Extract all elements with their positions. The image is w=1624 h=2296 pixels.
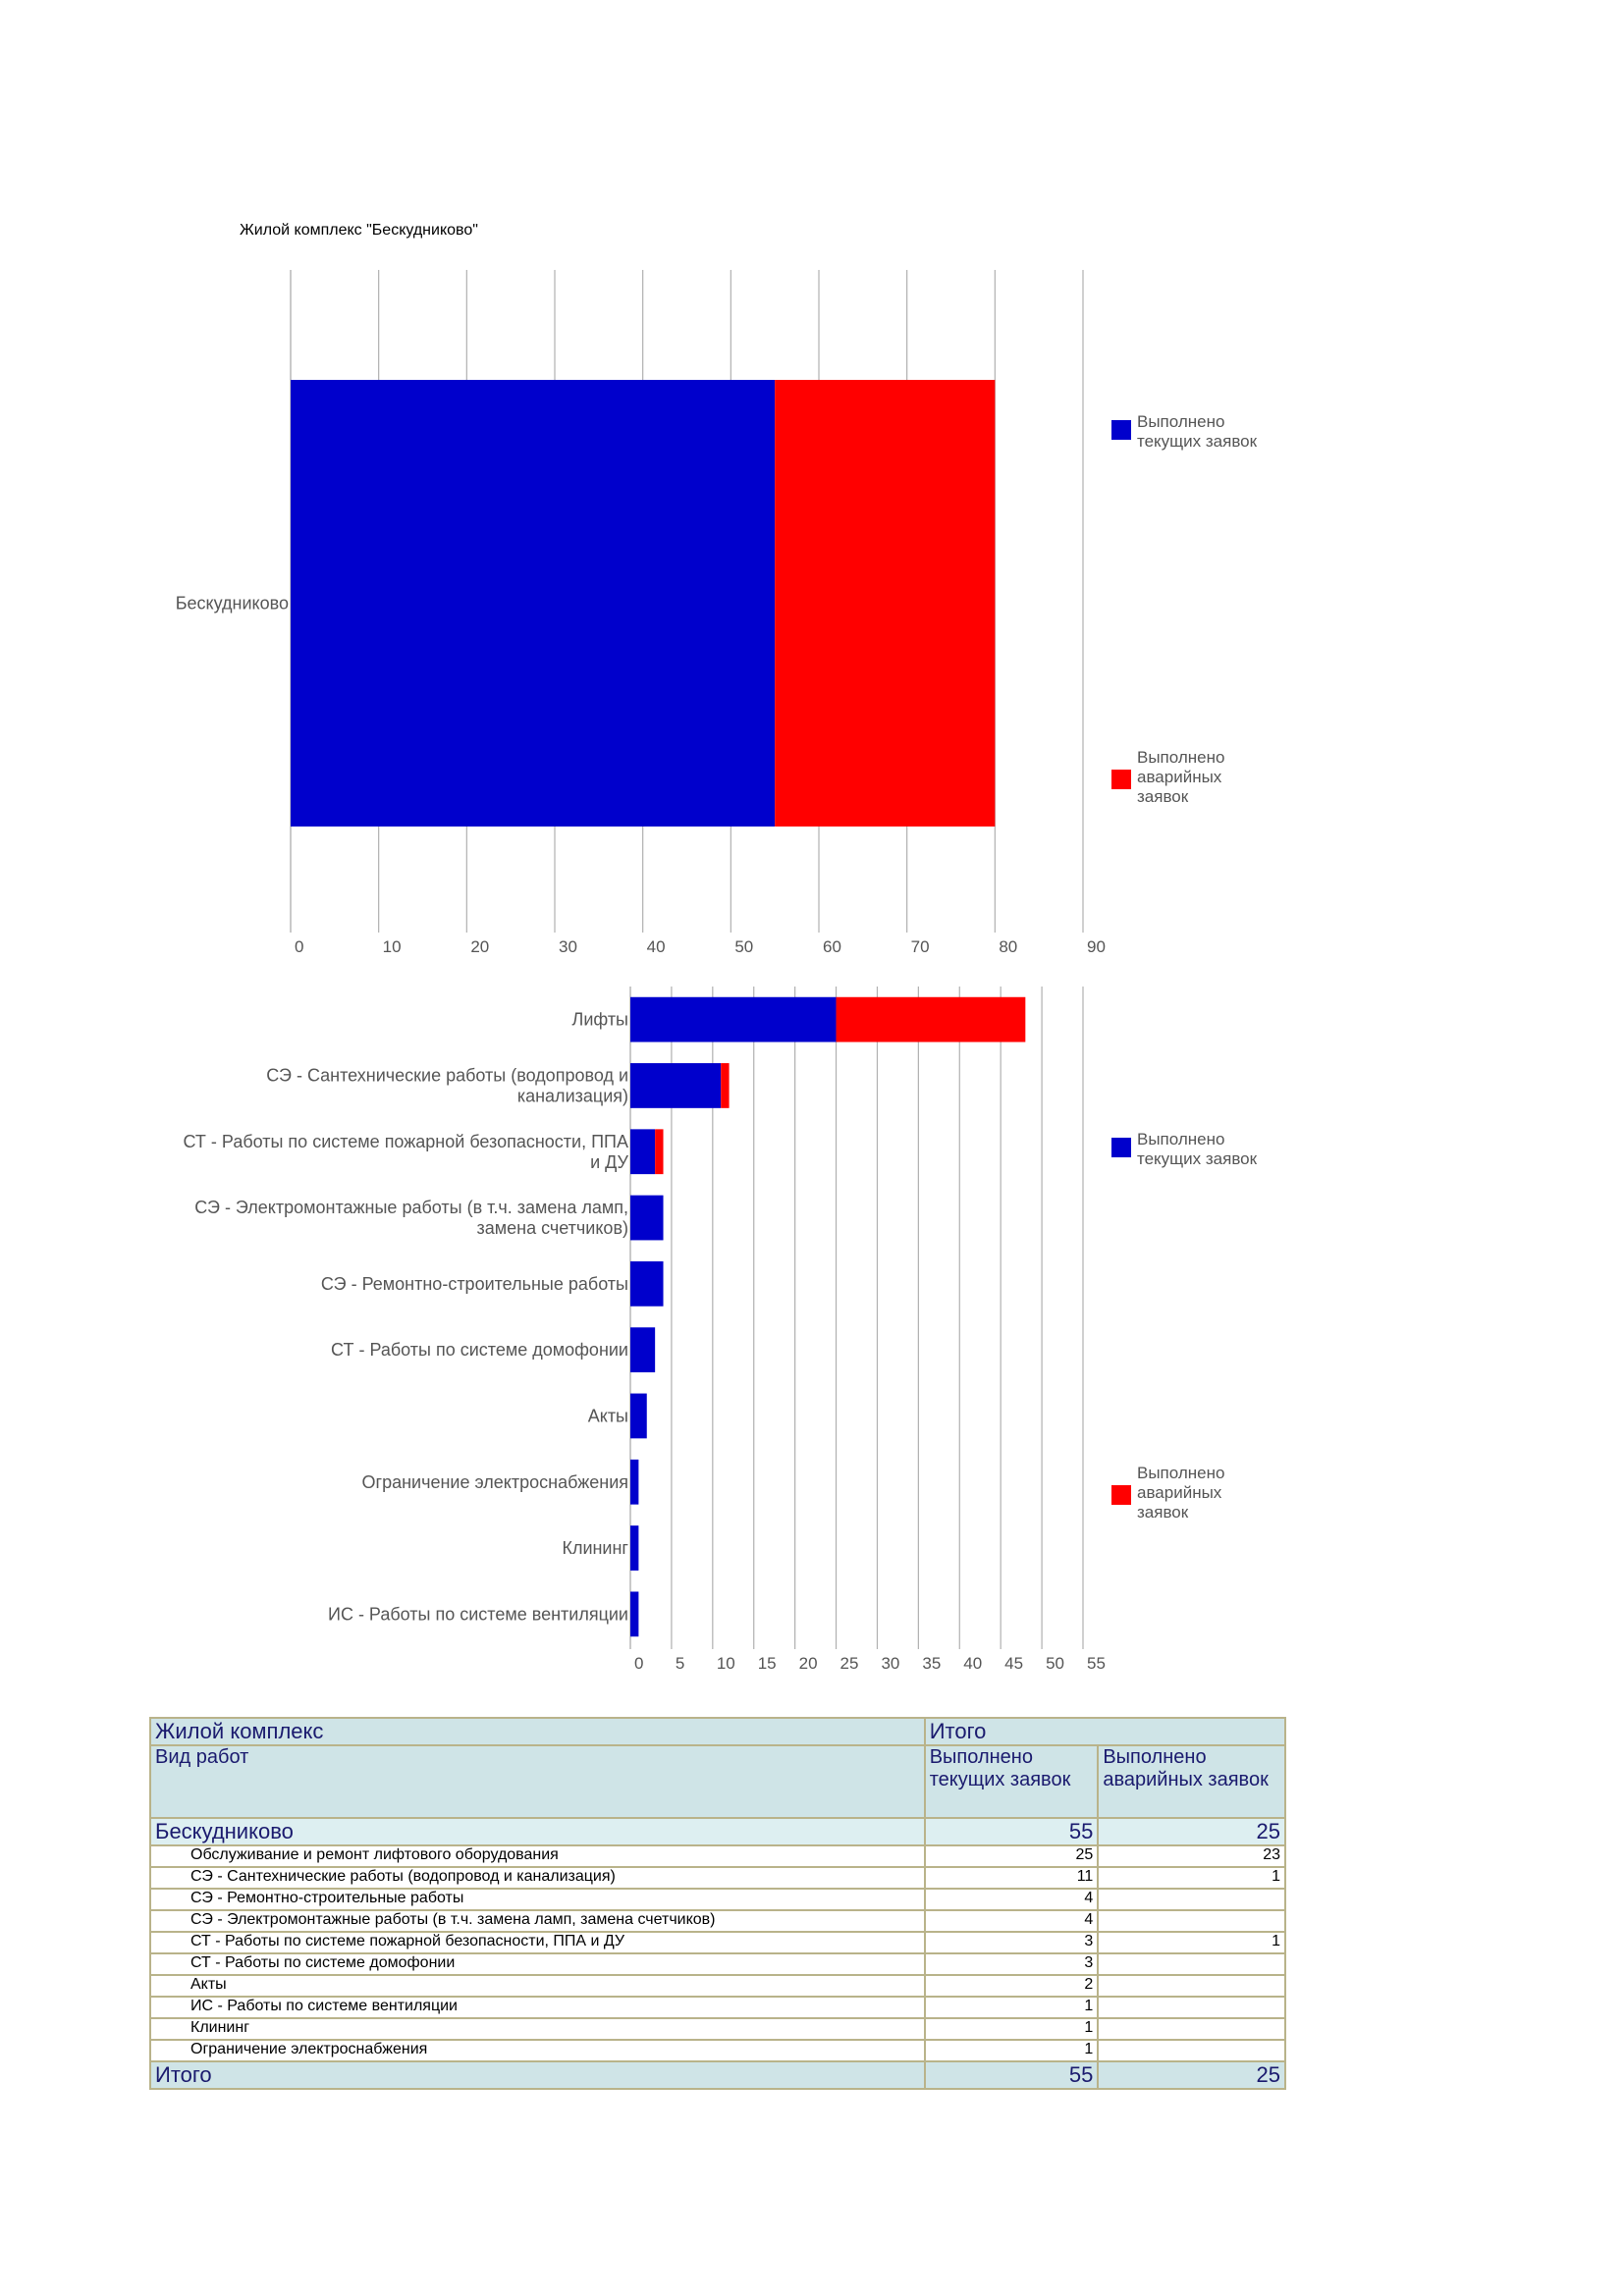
- chart1-x-tick-label: 20: [470, 937, 490, 956]
- header-complex: Жилой комплекс: [150, 1718, 925, 1745]
- chart1-category-label: Бескудниково: [175, 593, 289, 614]
- chart2-category-label: ИС - Работы по системе вентиляции: [328, 1604, 628, 1625]
- chart2-bar-current: [630, 1591, 638, 1636]
- row-work-type: СЭ - Сантехнические работы (водопровод и канализация): [150, 1867, 925, 1889]
- row-emergency: [1098, 1889, 1285, 1910]
- chart1-x-tick-label: 30: [559, 937, 577, 956]
- row-current: 4: [925, 1889, 1099, 1910]
- row-emergency: [1098, 1975, 1285, 1997]
- chart2-legend-label-current: Выполнено: [1137, 1130, 1225, 1148]
- chart2-category-label: и ДУ: [590, 1151, 628, 1172]
- chart2-bar-current: [630, 1525, 638, 1571]
- chart1-x-tick-label: 50: [734, 937, 754, 956]
- chart1-x-tick-label: 90: [1087, 937, 1106, 956]
- row-current: 4: [925, 1910, 1099, 1932]
- chart2-legend-label-emergency: заявок: [1137, 1503, 1189, 1522]
- table-row: [150, 1932, 1285, 1953]
- chart2-x-tick-label: 50: [1046, 1654, 1065, 1673]
- chart2-category-label: Акты: [587, 1406, 628, 1426]
- chart2-x-tick-label: 40: [963, 1654, 983, 1673]
- row-emergency: [1098, 2040, 1285, 2061]
- chart2-category-label: замена счетчиков): [476, 1218, 628, 1239]
- chart2-bar-current: [630, 1129, 655, 1174]
- chart2-x-tick-label: 55: [1087, 1654, 1106, 1673]
- chart2-bar-emergency: [837, 997, 1026, 1042]
- chart2-bar-current: [630, 997, 837, 1042]
- chart1-bar-emergency: [775, 380, 995, 827]
- table-total-row: [150, 2061, 1285, 2089]
- row-emergency: [1098, 1953, 1285, 1975]
- chart2-category-label: СТ - Работы по системе пожарной безопасности, ППА: [183, 1131, 628, 1151]
- chart1-x-tick-label: 10: [382, 937, 402, 956]
- chart1-legend-label-emergency: аварийных: [1137, 768, 1222, 786]
- row-work-type: СТ - Работы по системе домофонии: [150, 1953, 925, 1975]
- row-current: 3: [925, 1932, 1099, 1953]
- table-subheader-row: [150, 1745, 1285, 1818]
- row-emergency: [1098, 1910, 1285, 1932]
- chart2-category-label: СЭ - Электромонтажные работы (в т.ч. замена ламп,: [194, 1198, 628, 1218]
- chart2-x-tick-label: 0: [634, 1654, 644, 1673]
- total-emergency: 25: [1098, 2061, 1285, 2089]
- chart2-x-tick-label: 25: [839, 1654, 859, 1673]
- chart2-x-tick-label: 45: [1004, 1654, 1024, 1673]
- group-emergency: 25: [1098, 1818, 1285, 1845]
- chart2-bar-current: [630, 1394, 647, 1439]
- page-title: Жилой комплекс "Бескудниково": [240, 222, 478, 239]
- chart2-category-label: Лифты: [571, 1009, 628, 1030]
- chart2-bar-current: [630, 1327, 655, 1372]
- chart1-x-tick-label: 40: [646, 937, 666, 956]
- row-work-type: Клининг: [150, 2018, 925, 2040]
- table-row: [150, 1953, 1285, 1975]
- group-name: Бескудниково: [150, 1818, 925, 1845]
- table-header-row: [150, 1718, 1285, 1745]
- chart1-bar-current: [291, 380, 775, 827]
- chart2-bar-current: [630, 1196, 664, 1241]
- header-total: Итого: [925, 1718, 1285, 1745]
- total-label: Итого: [150, 2061, 925, 2089]
- row-work-type: СТ - Работы по системе пожарной безопасности, ППА и ДУ: [150, 1932, 925, 1953]
- table-row: [150, 1975, 1285, 1997]
- chart2-category-label: СЭ - Сантехнические работы (водопровод и: [266, 1065, 628, 1086]
- chart1-legend-swatch-emergency: [1111, 770, 1131, 789]
- row-emergency: 1: [1098, 1867, 1285, 1889]
- row-emergency: [1098, 2018, 1285, 2040]
- chart2-category-label: СЭ - Ремонтно-строительные работы: [320, 1273, 628, 1294]
- chart2-x-tick-label: 20: [798, 1654, 818, 1673]
- row-work-type: ИС - Работы по системе вентиляции: [150, 1997, 925, 2018]
- table-group-row: [150, 1818, 1285, 1845]
- chart2-x-tick-label: 15: [757, 1654, 777, 1673]
- row-current: 2: [925, 1975, 1099, 1997]
- chart2-category-label: Клининг: [562, 1538, 628, 1559]
- chart2-category-label: канализация): [516, 1086, 628, 1106]
- table-row: [150, 1845, 1285, 1867]
- row-work-type: Обслуживание и ремонт лифтового оборудования: [150, 1845, 925, 1867]
- chart1-x-tick-label: 80: [999, 937, 1018, 956]
- header-work-type: Вид работ: [150, 1745, 925, 1818]
- row-emergency: [1098, 1997, 1285, 2018]
- table-row: [150, 2040, 1285, 2061]
- chart2-bar-emergency: [655, 1129, 663, 1174]
- chart2-category-label: Ограничение электроснабжения: [361, 1471, 628, 1492]
- row-current: 11: [925, 1867, 1099, 1889]
- row-emergency: 1: [1098, 1932, 1285, 1953]
- chart1-x-tick-label: 0: [295, 937, 304, 956]
- row-current: 25: [925, 1845, 1099, 1867]
- row-current: 1: [925, 2018, 1099, 2040]
- row-current: 3: [925, 1953, 1099, 1975]
- total-current: 55: [925, 2061, 1099, 2089]
- header-current: Выполнено текущих заявок: [925, 1745, 1099, 1818]
- chart2-x-tick-label: 35: [922, 1654, 942, 1673]
- chart1-legend-label-emergency: Выполнено: [1137, 748, 1225, 767]
- table-row: [150, 1867, 1285, 1889]
- chart2-legend-swatch-current: [1111, 1138, 1131, 1157]
- table-row: [150, 1997, 1285, 2018]
- row-current: 1: [925, 2040, 1099, 2061]
- chart2-category-label: СТ - Работы по системе домофонии: [331, 1340, 628, 1361]
- chart2-legend-label-emergency: аварийных: [1137, 1483, 1222, 1502]
- chart2-legend-swatch-emergency: [1111, 1485, 1131, 1505]
- chart2-x-tick-label: 5: [675, 1654, 685, 1673]
- row-work-type: СЭ - Электромонтажные работы (в т.ч. замена ламп, замена счетчиков): [150, 1910, 925, 1932]
- header-emergency: Выполнено аварийных заявок: [1098, 1745, 1285, 1818]
- row-work-type: СЭ - Ремонтно-строительные работы: [150, 1889, 925, 1910]
- row-current: 1: [925, 1997, 1099, 2018]
- table-row: [150, 1889, 1285, 1910]
- group-current: 55: [925, 1818, 1099, 1845]
- row-work-type: Акты: [150, 1975, 925, 1997]
- table-row: [150, 1910, 1285, 1932]
- chart1-legend-label-emergency: заявок: [1137, 787, 1189, 806]
- chart1-legend-label-current: текущих заявок: [1137, 432, 1258, 451]
- chart1-x-tick-label: 70: [910, 937, 930, 956]
- chart2-legend-label-current: текущих заявок: [1137, 1149, 1258, 1168]
- chart2-bar-current: [630, 1460, 638, 1505]
- chart2-bar-current: [630, 1261, 664, 1307]
- row-emergency: 23: [1098, 1845, 1285, 1867]
- chart2-x-tick-label: 30: [881, 1654, 900, 1673]
- chart1-legend-label-current: Выполнено: [1137, 412, 1225, 431]
- chart1-x-tick-label: 60: [823, 937, 841, 956]
- chart2-legend-label-emergency: Выполнено: [1137, 1464, 1225, 1482]
- summary-table: [149, 1717, 1286, 2090]
- table-row: [150, 2018, 1285, 2040]
- chart2-bar-current: [630, 1063, 721, 1108]
- chart2-x-tick-label: 10: [716, 1654, 735, 1673]
- row-work-type: Ограничение электроснабжения: [150, 2040, 925, 2061]
- chart1-legend-swatch-current: [1111, 420, 1131, 440]
- chart2-bar-emergency: [721, 1063, 729, 1108]
